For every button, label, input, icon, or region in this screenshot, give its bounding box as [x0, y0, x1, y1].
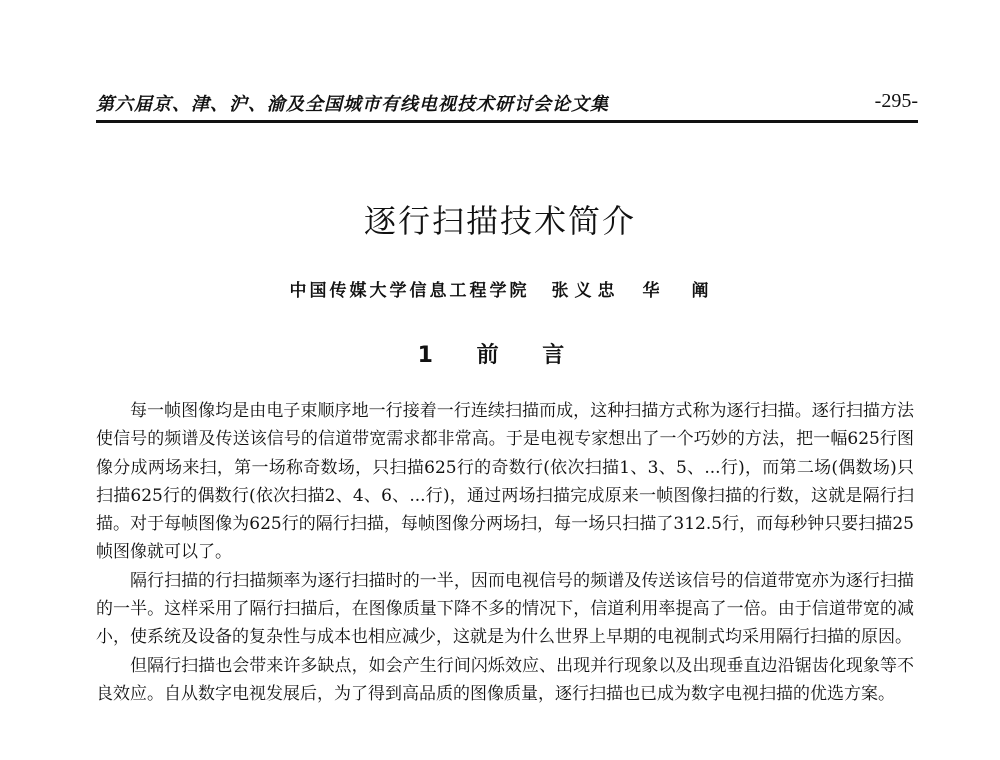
byline [0, 276, 1000, 301]
article-title: 逐行扫描技术简介 [363, 202, 636, 240]
author-name-2: 华 阐 [642, 281, 711, 301]
author-affiliation: 中国传媒大学信息工程学院 [289, 281, 530, 301]
paragraph-2: 隔行扫描的行扫描频率为逐行扫描时的一半，因而电视信号的频谱及传送该信号的信道带宽亦为逐行扫描的一半。这样采用了隔行扫描后，在图像质量下降不多的情况下，信道利用率提高了一倍。由于信道带宽的减小，使系统及设备的复杂性与成本也相应减少，这就是为什么世界上早期的电视制式均采用隔行扫描的原因。 [96, 570, 914, 648]
header-rule [96, 120, 918, 123]
running-header [96, 90, 918, 118]
body-text [96, 397, 914, 708]
running-header-title: 第六届京、津、沪、渝及全国城市有线电视技术研讨会论文集 [96, 94, 609, 115]
author-name-1: 张义忠 [551, 281, 621, 301]
paragraph-3: 但隔行扫描也会带来许多缺点，如会产生行间闪烁效应、出现并行现象以及出现垂直边沿锯齿化现象等不良效应。自从数字电视发展后，为了得到高品质的图像质量，逐行扫描也已成为数字电视扫描的优选方案。 [96, 655, 914, 704]
section-heading: 1 前 言 [417, 343, 583, 368]
page-number: -295- [874, 90, 918, 112]
paragraph-1: 每一帧图像均是由电子束顺序地一行接着一行连续扫描而成，这种扫描方式称为逐行扫描。逐行扫描方法使信号的频谱及传送该信号的信道带宽需求都非常高。于是电视专家想出了一个巧妙的方法，把一幅625行图像分成两场来扫，第一场称奇数场，只扫描625行的奇数行(依次扫描1、3、5、...行)，而第二场(偶数场)只扫描625行的偶数行(依次扫描2、4、6、...行)，通过两场扫描完成原来一帧图像扫描的行数，这就是隔行扫描。对于每帧图像为625行的隔行扫描，每帧图像分两场扫，每一场只扫描了312.5行，而每秒钟只要扫描25帧图像就可以了。 [96, 401, 914, 563]
